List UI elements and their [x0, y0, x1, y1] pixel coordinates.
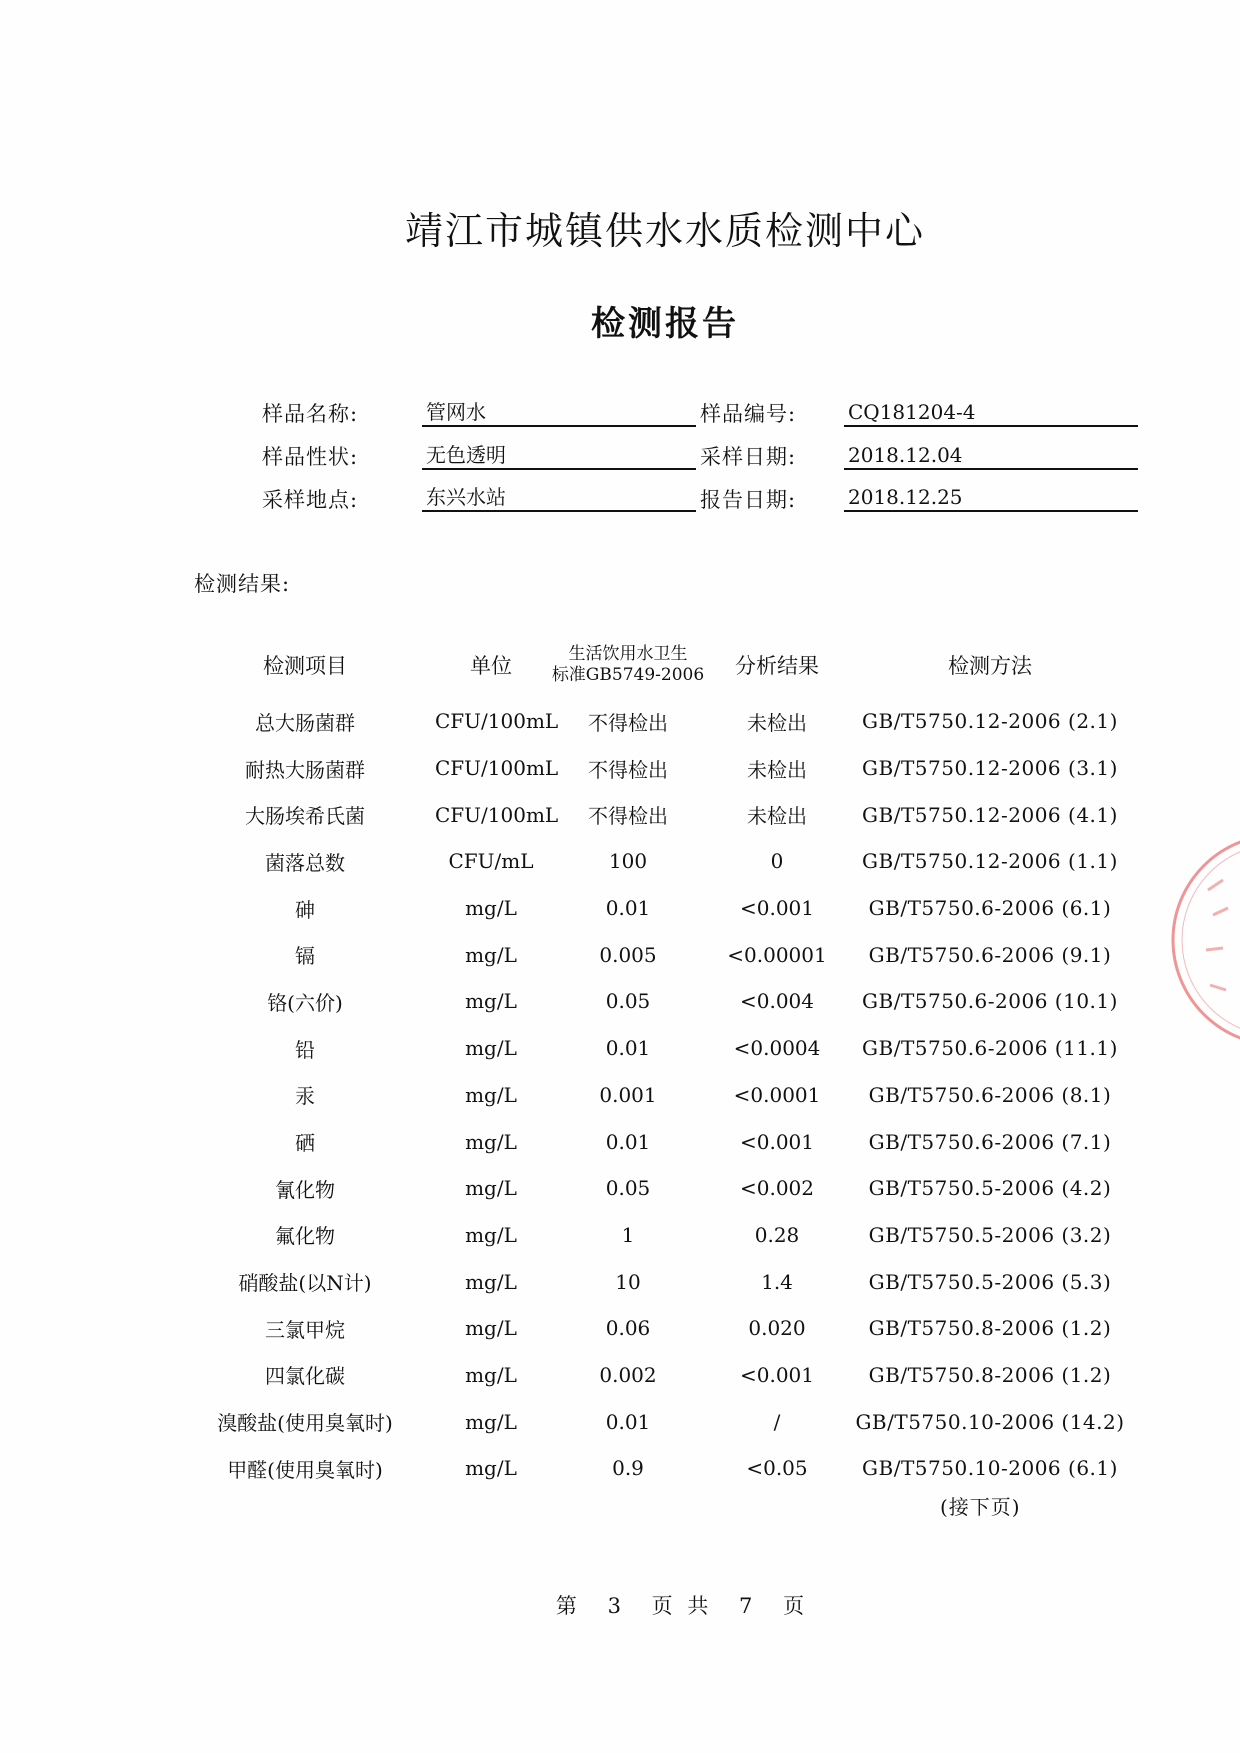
table-row [175, 791, 1135, 838]
table-row [175, 1258, 1135, 1305]
cell-unit: mg/L [465, 1456, 517, 1481]
footer-current-page: 3 [607, 1594, 621, 1618]
cell-method: GB/T5750.12-2006 (1.1) [862, 849, 1118, 874]
cell-method: GB/T5750.10-2006 (6.1) [862, 1456, 1118, 1481]
column-header-result: 分析结果 [735, 654, 819, 678]
cell-result: <0.0004 [733, 1036, 821, 1061]
cell-standard: 不得检出 [588, 710, 668, 735]
cell-unit: mg/L [465, 1036, 517, 1061]
cell-unit: mg/L [465, 1269, 517, 1294]
cell-unit: mg/L [465, 1409, 517, 1434]
cell-method: GB/T5750.6-2006 (8.1) [868, 1082, 1112, 1107]
table-row [175, 1025, 1135, 1072]
column-header-unit: 单位 [470, 654, 512, 678]
cell-result: <0.001 [739, 1129, 814, 1154]
cell-item: 三氯甲烷 [265, 1317, 345, 1342]
cell-unit: CFU/100mL [435, 802, 559, 827]
organization-title: 靖江市城镇供水水质检测中心 [404, 209, 925, 253]
cell-standard: 0.01 [605, 1129, 651, 1154]
cell-unit: mg/L [465, 1129, 517, 1154]
cell-unit: mg/L [465, 1316, 517, 1341]
cell-method: GB/T5750.6-2006 (9.1) [868, 942, 1112, 967]
cell-item: 甲醛(使用臭氧时) [227, 1457, 383, 1482]
column-header-item: 检测项目 [263, 654, 347, 678]
page-footer [0, 1590, 1240, 1620]
table-row [175, 745, 1135, 792]
cell-result: 0.020 [748, 1316, 806, 1341]
cell-standard: 0.06 [605, 1316, 651, 1341]
footer-suffix: 页 [783, 1594, 805, 1618]
cell-result: 未检出 [747, 710, 807, 735]
cell-unit: mg/L [465, 1082, 517, 1107]
cell-result: 0.28 [754, 1222, 800, 1247]
cell-result: <0.001 [739, 1362, 814, 1387]
column-header-standard-line2: 标准GB5749-2006 [551, 665, 705, 685]
cell-method: GB/T5750.6-2006 (7.1) [868, 1129, 1112, 1154]
report-date-label: 报告日期: [700, 488, 797, 512]
cell-method: GB/T5750.12-2006 (3.1) [862, 756, 1118, 781]
cell-standard: 10 [615, 1269, 641, 1294]
sample-property-label: 样品性状: [262, 445, 359, 469]
sampling-location-value: 东兴水站 [422, 482, 696, 512]
cell-method: GB/T5750.5-2006 (5.3) [868, 1269, 1112, 1294]
cell-result: 未检出 [747, 757, 807, 782]
sample-property-value: 无色透明 [422, 440, 696, 470]
cell-method: GB/T5750.8-2006 (1.2) [868, 1362, 1112, 1387]
cell-standard: 0.01 [605, 1409, 651, 1434]
cell-result: <0.004 [739, 989, 814, 1014]
results-body [175, 698, 1135, 1492]
cell-unit: mg/L [465, 942, 517, 967]
sample-number-label: 样品编号: [700, 402, 797, 426]
cell-method: GB/T5750.6-2006 (10.1) [862, 989, 1118, 1014]
column-header-method: 检测方法 [948, 654, 1032, 678]
cell-method: GB/T5750.6-2006 (11.1) [862, 1036, 1118, 1061]
cell-item: 溴酸盐(使用臭氧时) [217, 1411, 393, 1436]
cell-standard: 0.002 [599, 1362, 657, 1387]
table-row [175, 1072, 1135, 1119]
cell-standard: 0.05 [605, 989, 651, 1014]
cell-item: 汞 [295, 1084, 315, 1109]
table-row [175, 1165, 1135, 1212]
sample-name-value: 管网水 [422, 397, 696, 427]
cell-standard: 不得检出 [588, 757, 668, 782]
cell-result: 1.4 [761, 1269, 793, 1294]
cell-result: <0.002 [739, 1176, 814, 1201]
cell-standard: 0.01 [605, 1036, 651, 1061]
cell-unit: mg/L [465, 1222, 517, 1247]
table-row [175, 1118, 1135, 1165]
cell-item: 铅 [295, 1037, 315, 1062]
sample-number-value: CQ181204-4 [844, 397, 1138, 427]
report-title: 检测报告 [591, 304, 739, 344]
cell-unit: mg/L [465, 896, 517, 921]
cell-result: 未检出 [747, 804, 807, 829]
cell-standard: 1 [621, 1222, 635, 1247]
table-row [175, 1445, 1135, 1492]
cell-item: 总大肠菌群 [255, 710, 355, 735]
cell-unit: mg/L [465, 989, 517, 1014]
cell-result: <0.05 [746, 1456, 808, 1481]
sampling-date-value: 2018.12.04 [844, 440, 1138, 470]
cell-result: 0 [770, 849, 784, 874]
cell-standard: 0.01 [605, 896, 651, 921]
table-row [175, 1212, 1135, 1259]
cell-result: <0.001 [739, 896, 814, 921]
cell-result: <0.00001 [727, 942, 827, 967]
cell-unit: mg/L [465, 1176, 517, 1201]
footer-middle: 页 共 [651, 1594, 709, 1618]
cell-standard: 0.001 [599, 1082, 657, 1107]
cell-standard: 0.005 [599, 942, 657, 967]
cell-item: 氟化物 [275, 1224, 335, 1249]
cell-unit: CFU/mL [448, 849, 534, 874]
cell-unit: mg/L [465, 1362, 517, 1387]
cell-result: <0.0001 [733, 1082, 821, 1107]
results-header-row [175, 632, 1135, 698]
sampling-date-label: 采样日期: [700, 445, 797, 469]
table-row [175, 1352, 1135, 1399]
results-table [175, 632, 1135, 1492]
seal-stamp [1168, 820, 1240, 1060]
column-header-standard [547, 632, 709, 698]
table-row [175, 931, 1135, 978]
table-row [175, 838, 1135, 885]
results-heading: 检测结果: [194, 572, 291, 596]
cell-method: GB/T5750.12-2006 (4.1) [862, 802, 1118, 827]
cell-item: 大肠埃希氏菌 [245, 804, 365, 829]
cell-item: 硝酸盐(以N计) [238, 1271, 372, 1296]
sample-name-label: 样品名称: [262, 402, 359, 426]
cell-standard: 0.05 [605, 1176, 651, 1201]
report-date-value: 2018.12.25 [844, 482, 1138, 512]
cell-item: 菌落总数 [265, 850, 345, 875]
cell-item: 四氯化碳 [265, 1364, 345, 1389]
continued-note: (接下页) [940, 1495, 1021, 1519]
table-row [175, 1398, 1135, 1445]
cell-method: GB/T5750.10-2006 (14.2) [855, 1409, 1125, 1434]
cell-method: GB/T5750.5-2006 (3.2) [868, 1222, 1112, 1247]
cell-result: / [773, 1409, 781, 1434]
cell-unit: CFU/100mL [435, 756, 559, 781]
cell-item: 砷 [295, 897, 315, 922]
table-row [175, 698, 1135, 745]
cell-method: GB/T5750.5-2006 (4.2) [868, 1176, 1112, 1201]
cell-method: GB/T5750.6-2006 (6.1) [868, 896, 1112, 921]
cell-item: 氰化物 [275, 1177, 335, 1202]
cell-method: GB/T5750.12-2006 (2.1) [862, 709, 1118, 734]
column-header-standard-line1: 生活饮用水卫生 [568, 644, 688, 664]
cell-standard: 100 [608, 849, 648, 874]
footer-prefix: 第 [555, 1594, 577, 1618]
table-row [175, 885, 1135, 932]
cell-item: 硒 [295, 1131, 315, 1156]
cell-method: GB/T5750.8-2006 (1.2) [868, 1316, 1112, 1341]
table-row [175, 1305, 1135, 1352]
cell-unit: CFU/100mL [435, 709, 559, 734]
table-row [175, 978, 1135, 1025]
cell-item: 铬(六价) [267, 990, 343, 1015]
cell-item: 镉 [295, 944, 315, 969]
footer-total-pages: 7 [739, 1594, 753, 1618]
cell-standard: 0.9 [612, 1456, 644, 1481]
cell-item: 耐热大肠菌群 [245, 757, 365, 782]
sampling-location-label: 采样地点: [262, 488, 359, 512]
cell-standard: 不得检出 [588, 804, 668, 829]
